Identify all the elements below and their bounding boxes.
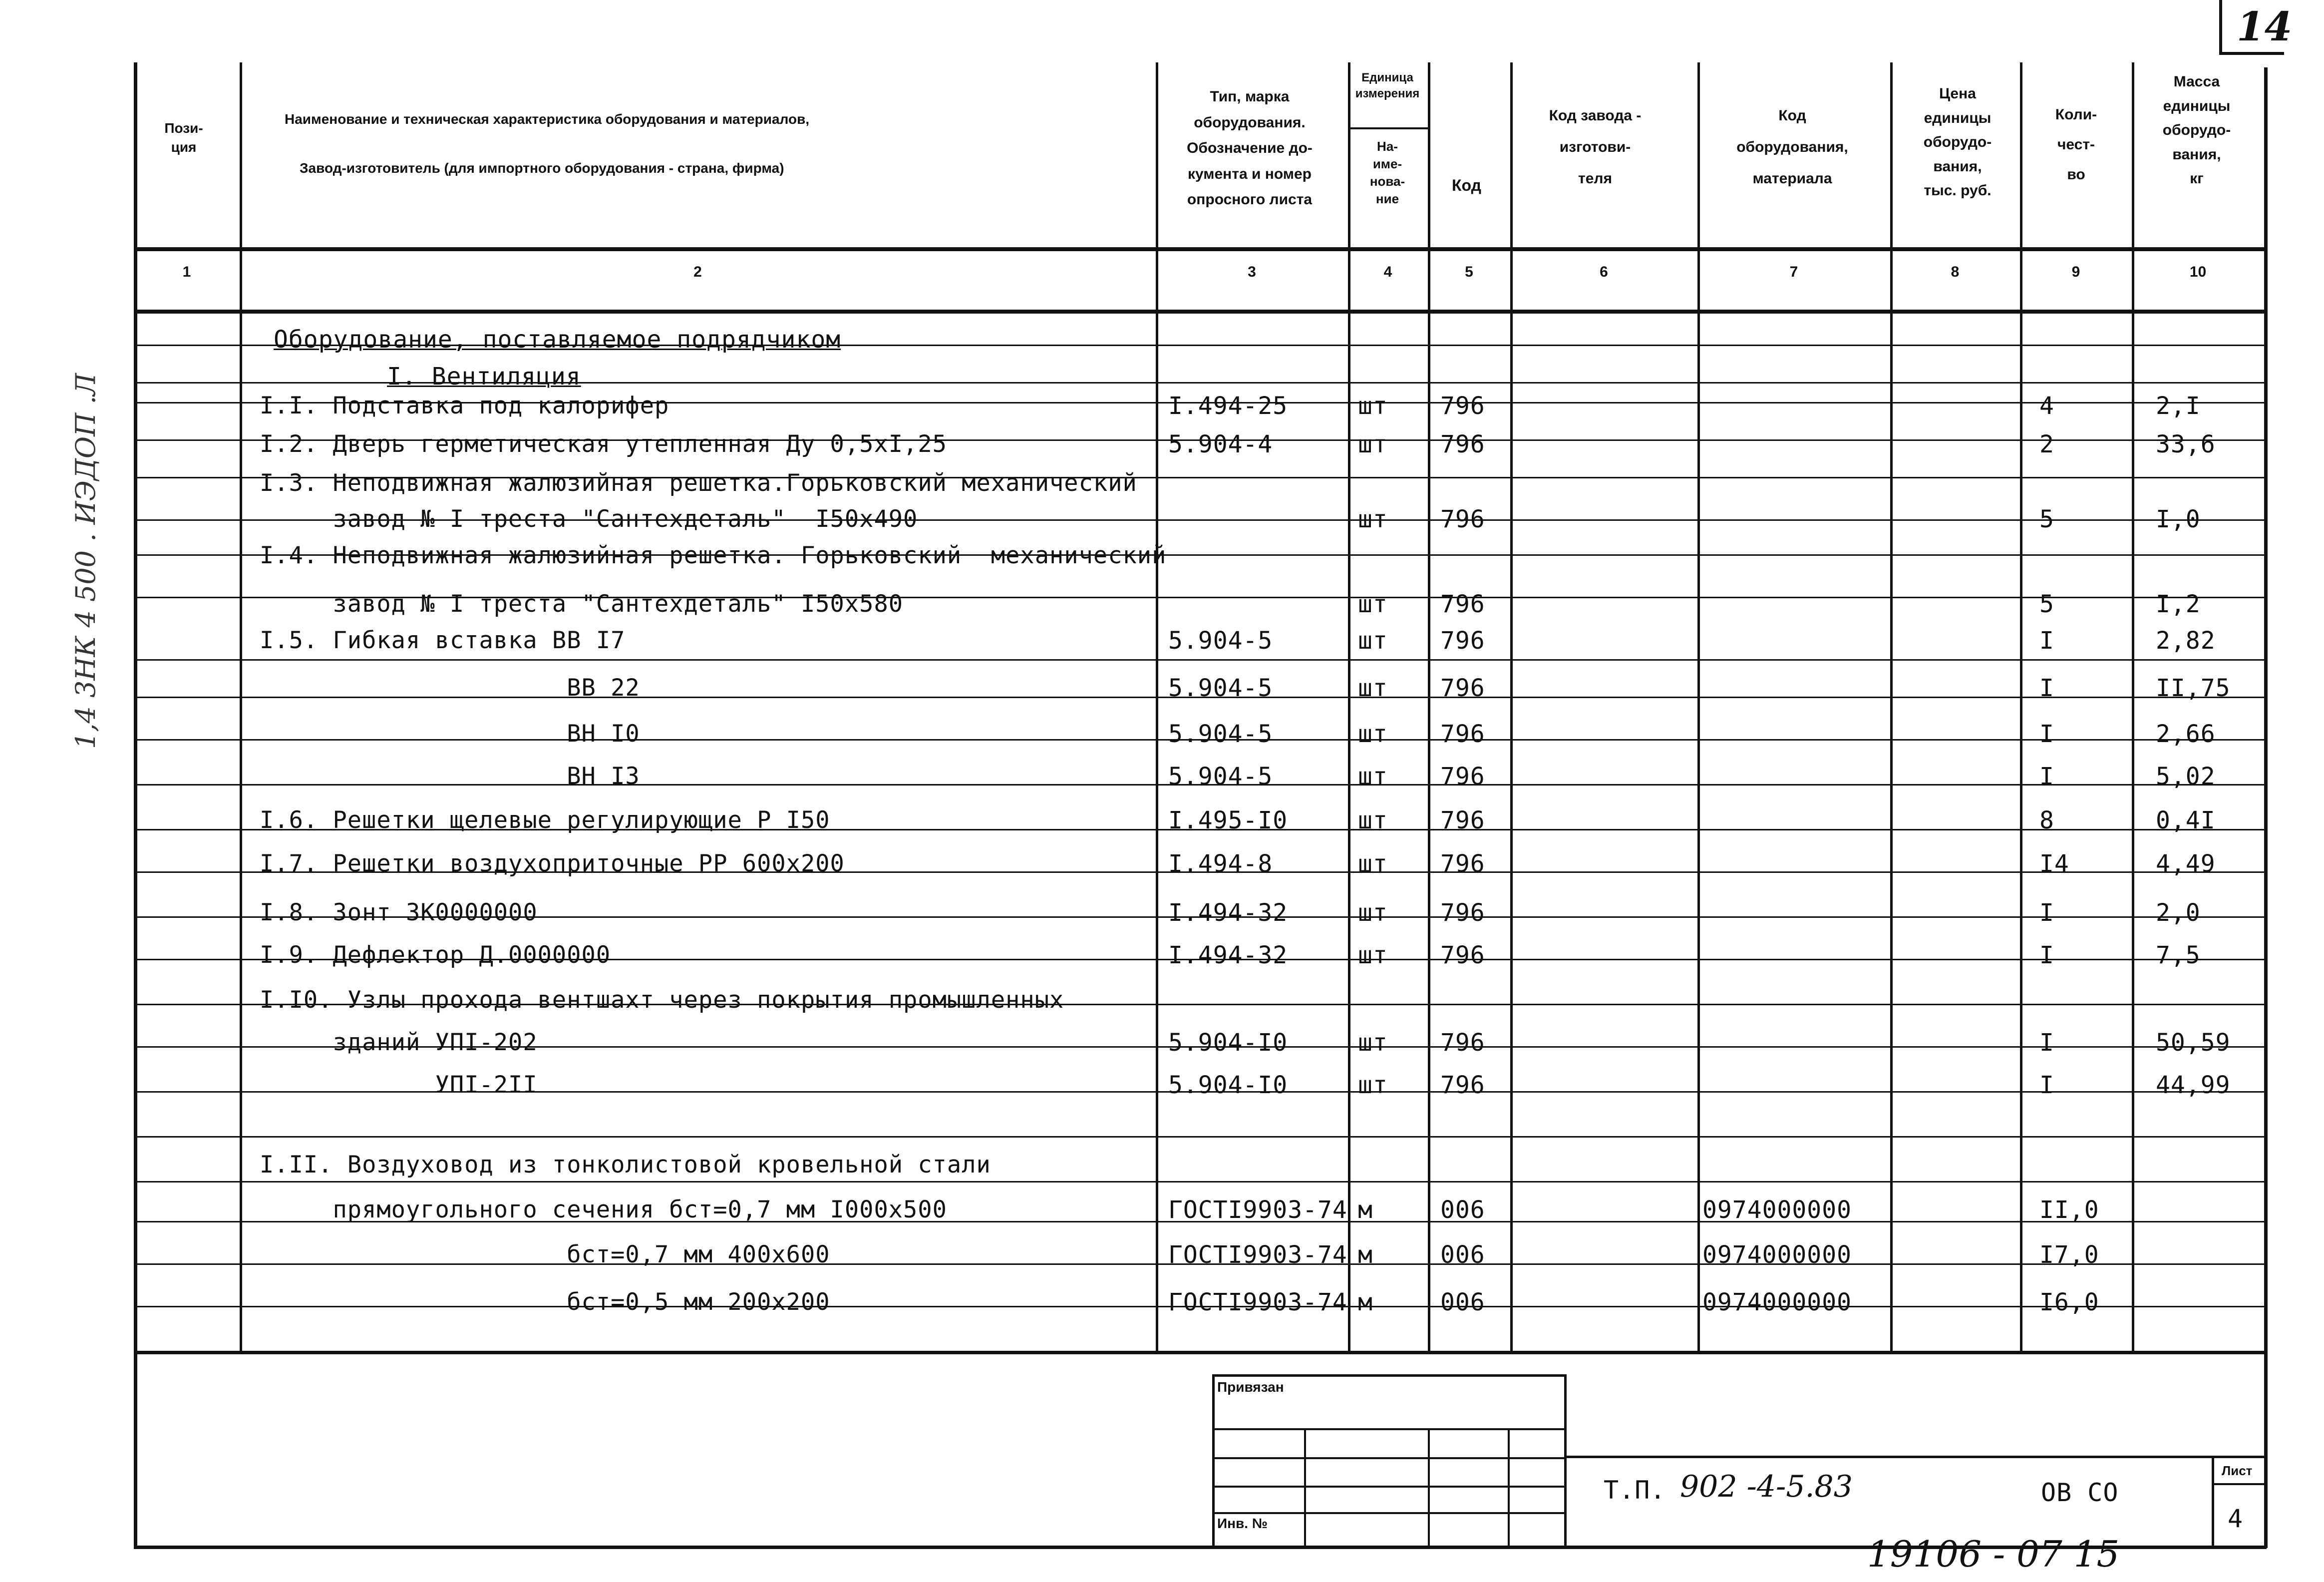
row-mass: 44,99 (2156, 1071, 2231, 1099)
row-quantity: 8 (2039, 806, 2054, 834)
row-mass: 0,4I (2156, 806, 2216, 834)
stamp-list-left-line (2212, 1456, 2214, 1546)
column-number: 6 (1600, 264, 1608, 280)
header-position: Пози- ция (164, 120, 203, 155)
row-material-code: 0974000000 (1702, 1196, 1852, 1224)
column-divider (1510, 62, 1513, 1351)
unit-group-line (1348, 127, 1428, 129)
row-name: I.II. Воздуховод из тонколистовой кровельной стали (260, 1151, 991, 1179)
row-quantity: I (2039, 720, 2054, 748)
row-doc: ГОСТI9903-74 (1168, 1241, 1347, 1269)
row-name: завод № I треста "Сантехдеталь" I50х580 (260, 590, 904, 618)
row-name: I.2. Дверь герметическая утепленная Ду 0,5хI,25 (260, 430, 947, 458)
row-unit: шт (1358, 1029, 1388, 1057)
header-quantity: Коли- чест- во (2055, 106, 2097, 183)
row-name: прямоугольного сечения бст=0,7 мм I000х500 (260, 1196, 947, 1223)
stamp-row-line (1212, 1457, 1567, 1459)
column-number: 8 (1951, 264, 1960, 280)
subsection-title: I. Вентиляция (387, 363, 581, 391)
table-left-border (134, 62, 137, 1548)
row-unit: шт (1358, 899, 1388, 927)
column-number: 10 (2189, 264, 2207, 280)
row-unit: шт (1358, 590, 1388, 618)
column-divider (1697, 62, 1700, 1351)
row-unit: м (1358, 1196, 1373, 1224)
row-name: I.7. Решетки воздухоприточные РР 600х200 (260, 850, 845, 877)
row-unit-code: 796 (1440, 590, 1485, 618)
row-mass: 2,82 (2156, 627, 2216, 655)
row-quantity: I (2039, 763, 2054, 791)
row-quantity: I6,0 (2039, 1288, 2099, 1316)
row-doc: I.494-25 (1168, 392, 1288, 420)
column-divider (2132, 62, 2134, 1351)
section-title: Оборудование, поставляемое подрядчиком (274, 326, 841, 354)
header-mass: Масса единицы оборудо- вания, кг (2162, 73, 2231, 187)
row-name: ВН I3 (260, 763, 640, 790)
row-unit-code: 796 (1440, 850, 1485, 878)
row-unit-code: 796 (1440, 627, 1485, 655)
row-material-code: 0974000000 (1702, 1241, 1852, 1269)
row-mass: 7,5 (2156, 941, 2201, 969)
header-name-line2: Завод-изготовитель (для импортного оборудования - страна, фирма) (300, 160, 784, 176)
stamp-col-line (1304, 1428, 1306, 1546)
row-name: I.5. Гибкая вставка ВВ I7 (260, 627, 626, 654)
row-doc: 5.904-I0 (1168, 1029, 1288, 1057)
row-name: ВВ 22 (260, 674, 640, 702)
row-name: I.4. Неподвижная жалюзийная решетка. Горьковский механический (260, 542, 1167, 569)
bottom-archive-number: 19106 - 07 15 (1867, 1533, 2120, 1575)
column-number: 9 (2071, 264, 2080, 280)
colnum-bottom-line (134, 310, 2267, 314)
header-equipment-code: Код оборудования, материала (1736, 107, 1848, 187)
row-mass: 33,6 (2156, 430, 2216, 458)
row-unit: шт (1358, 627, 1388, 655)
header-unit-name: На- име- нова- ние (1369, 139, 1405, 207)
row-mass: 2,66 (2156, 720, 2216, 748)
row-quantity: I (2039, 627, 2054, 655)
row-doc: 5.904-5 (1168, 720, 1273, 748)
row-unit-code: 796 (1440, 392, 1485, 420)
table-right-border (2264, 67, 2268, 1351)
row-name: I.8. Зонт ЗК0000000 (260, 899, 538, 926)
row-quantity: 4 (2039, 392, 2054, 420)
row-quantity: I4 (2039, 850, 2069, 878)
stamp-top-line (1212, 1374, 1567, 1377)
row-unit-code: 796 (1440, 941, 1485, 969)
stamp-inv-no: Инв. № (1217, 1516, 1268, 1531)
row-unit: шт (1358, 763, 1388, 791)
header-name-line1: Наименование и техническая характеристика оборудования и материалов, (285, 111, 810, 127)
row-unit: шт (1358, 392, 1388, 420)
row-unit: шт (1358, 850, 1388, 878)
row-mass: II,75 (2156, 674, 2231, 702)
stamp-row-line (1212, 1486, 1567, 1488)
row-quantity: 5 (2039, 505, 2054, 533)
row-mass: 4,49 (2156, 850, 2216, 878)
row-quantity: I7,0 (2039, 1241, 2099, 1269)
stamp-right-border (2264, 1351, 2268, 1548)
row-doc: ГОСТI9903-74 (1168, 1288, 1347, 1316)
stamp-row-line (1212, 1428, 1567, 1430)
row-material-code: 0974000000 (1702, 1288, 1852, 1316)
header-doc: Тип, марка оборудования. Обозначение до- кумента и номер опросного листа (1187, 88, 1313, 208)
row-unit-code: 796 (1440, 720, 1485, 748)
row-name: I.6. Решетки щелевые регулирующие Р I50 (260, 806, 830, 834)
row-doc: 5.904-5 (1168, 674, 1273, 702)
row-unit: шт (1358, 430, 1388, 458)
row-mass: 2,0 (2156, 899, 2201, 927)
row-quantity: I (2039, 899, 2054, 927)
stamp-list-label: Лист (2222, 1463, 2253, 1478)
row-doc: 5.904-4 (1168, 430, 1273, 458)
column-divider (1156, 62, 1158, 1351)
corner-box-left (2219, 0, 2222, 55)
stamp-row-line (1212, 1512, 1567, 1514)
row-quantity: II,0 (2039, 1196, 2099, 1224)
corner-sheet-number: 14 (2237, 3, 2293, 50)
row-quantity: I (2039, 1071, 2054, 1099)
column-divider (1348, 62, 1350, 1351)
stamp-col-line (1428, 1428, 1430, 1546)
row-doc: 5.904-5 (1168, 763, 1273, 791)
row-name: бст=0,7 мм 400х600 (260, 1241, 830, 1268)
column-number: 3 (1248, 264, 1256, 280)
row-unit: шт (1358, 674, 1388, 702)
header-unit-code: Код (1452, 176, 1481, 194)
row-doc: 5.904-5 (1168, 627, 1273, 655)
stamp-main-top-line (1564, 1456, 2264, 1458)
row-name: бст=0,5 мм 200х200 (260, 1288, 830, 1316)
row-doc: ГОСТI9903-74 (1168, 1196, 1347, 1224)
column-divider (1890, 62, 1893, 1351)
row-name: I.I. Подставка под калорифер (260, 392, 669, 419)
row-unit-code: 796 (1440, 1029, 1485, 1057)
row-quantity: I (2039, 1029, 2054, 1057)
row-unit-code: 796 (1440, 899, 1485, 927)
row-mass: I,0 (2156, 505, 2201, 533)
row-name: I.I0. Узлы прохода вентшахт через покрытия промышленных (260, 986, 1064, 1014)
row-mass: 50,59 (2156, 1029, 2231, 1057)
row-unit-code: 796 (1440, 806, 1485, 834)
row-unit: шт (1358, 806, 1388, 834)
row-quantity: I (2039, 674, 2054, 702)
row-name: УПI-2II (260, 1071, 538, 1099)
row-unit-code: 796 (1440, 505, 1485, 533)
row-unit: шт (1358, 720, 1388, 748)
row-unit-code: 796 (1440, 763, 1485, 791)
row-quantity: 5 (2039, 590, 2054, 618)
row-name: I.9. Дефлектор Д.0000000 (260, 941, 611, 969)
row-unit-code: 006 (1440, 1241, 1485, 1269)
row-mass: 5,02 (2156, 763, 2216, 791)
row-unit: шт (1358, 941, 1388, 969)
header-unit-group: Единица измерения (1355, 71, 1420, 101)
stamp-doc-code: ОВ СО (2041, 1478, 2119, 1507)
stamp-col-line (1508, 1428, 1510, 1546)
column-divider (1428, 62, 1430, 1351)
row-mass: 2,I (2156, 392, 2201, 420)
row-quantity: 2 (2039, 430, 2054, 458)
row-name: ВН I0 (260, 720, 640, 748)
row-unit-code: 006 (1440, 1196, 1485, 1224)
column-divider (240, 62, 242, 1351)
row-unit: шт (1358, 1071, 1388, 1099)
row-doc: I.494-8 (1168, 850, 1273, 878)
row-line (134, 1181, 2264, 1183)
corner-box-bottom (2219, 52, 2284, 55)
row-line (134, 1136, 2264, 1138)
row-doc: I.494-32 (1168, 899, 1288, 927)
column-number: 7 (1789, 264, 1798, 280)
stamp-tp-prefix: Т.П. (1604, 1476, 1666, 1505)
row-name: завод № I треста "Сантехдеталь" I50х490 (260, 505, 918, 533)
body-bottom-line (134, 1351, 2267, 1354)
row-unit: м (1358, 1288, 1373, 1316)
row-unit-code: 796 (1440, 430, 1485, 458)
stamp-list-mid-line (2212, 1483, 2264, 1485)
header-bottom-line (134, 247, 2267, 251)
column-number: 1 (182, 264, 191, 280)
header-price: Цена единицы оборудо- вания, тыс. руб. (1923, 85, 1992, 199)
stamp-privyazan: Привязан (1217, 1379, 1284, 1395)
margin-text: 1,4 3НК 4 500 . ИЭДОП .Л (70, 373, 101, 749)
row-unit-code: 796 (1440, 1071, 1485, 1099)
row-quantity: I (2039, 941, 2054, 969)
row-unit: шт (1358, 505, 1388, 533)
stamp-list-number: 4 (2228, 1504, 2244, 1533)
row-doc: I.494-32 (1168, 941, 1288, 969)
stamp-left-line (1212, 1374, 1215, 1546)
row-name: I.3. Неподвижная жалюзийная решетка.Горьковский механический (260, 469, 1137, 497)
row-unit: м (1358, 1241, 1373, 1269)
row-doc: 5.904-I0 (1168, 1071, 1288, 1099)
row-line (134, 659, 2264, 661)
stamp-right-line (1564, 1374, 1567, 1546)
column-number: 4 (1383, 264, 1392, 280)
header-maker-code: Код завода - изготови- теля (1549, 107, 1642, 187)
stamp-tp-number: 902 -4-5.83 (1680, 1469, 1853, 1504)
row-doc: I.495-I0 (1168, 806, 1288, 834)
row-name: зданий УПI-202 (260, 1029, 538, 1056)
row-unit-code: 796 (1440, 674, 1485, 702)
row-unit-code: 006 (1440, 1288, 1485, 1316)
row-mass: I,2 (2156, 590, 2201, 618)
column-number: 5 (1465, 264, 1473, 280)
column-number: 2 (693, 264, 702, 280)
column-divider (2020, 62, 2022, 1351)
